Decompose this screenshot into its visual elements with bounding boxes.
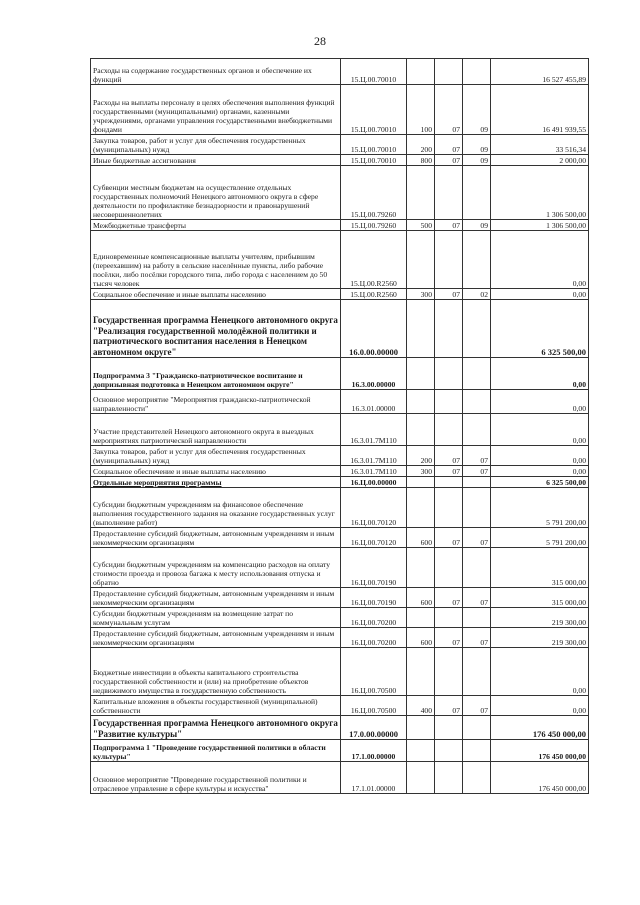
table-row bbox=[91, 488, 589, 528]
row-expense-type-cell: 200 bbox=[407, 446, 435, 466]
table-row bbox=[91, 289, 589, 300]
row-name-cell bbox=[91, 762, 341, 794]
row-expense-type-cell: 300 bbox=[407, 466, 435, 477]
row-section-cell: 07 bbox=[435, 289, 463, 300]
row-section-cell bbox=[435, 231, 463, 289]
row-name-cell bbox=[91, 166, 341, 220]
row-name-cell bbox=[91, 588, 341, 608]
row-expense-type-cell bbox=[407, 166, 435, 220]
row-name-text: Государственная программа Ненецкого автономного округа "Развитие культуры" bbox=[93, 718, 338, 739]
row-expense-type-cell bbox=[407, 358, 435, 390]
row-name-text: Расходы на выплаты персоналу в целях обеспечения выполнения функций государственными (муниципальными) органами, казенными учреждениями, органами управления государственными внебюджетными фондами bbox=[93, 98, 335, 134]
table-row bbox=[91, 220, 589, 231]
row-expense-type-cell: 400 bbox=[407, 696, 435, 716]
row-subsection-cell bbox=[463, 414, 491, 446]
row-amount-cell: 16 491 939,55 bbox=[491, 85, 589, 135]
row-section-cell: 07 bbox=[435, 696, 463, 716]
budget-table bbox=[90, 58, 589, 794]
table-row bbox=[91, 155, 589, 166]
row-code-cell: 16.Ц.00.70500 bbox=[341, 696, 407, 716]
row-name-text: Государственная программа Ненецкого автономного округа "Реализация государственной молодёжной политики и патриотического воспитания населения в Ненецком автономном округе" bbox=[93, 315, 338, 357]
row-expense-type-cell bbox=[407, 548, 435, 588]
row-name-text: Социальное обеспечение и иные выплаты населению bbox=[93, 467, 266, 476]
row-section-cell bbox=[435, 608, 463, 628]
row-expense-type-cell bbox=[407, 740, 435, 762]
row-amount-cell: 6 325 500,00 bbox=[491, 300, 589, 358]
row-expense-type-cell bbox=[407, 414, 435, 446]
row-section-cell: 07 bbox=[435, 628, 463, 648]
row-name-text: Участие представителей Ненецкого автономного округа в выездных мероприятиях патриотической направленности bbox=[93, 427, 314, 445]
table-row bbox=[91, 166, 589, 220]
table-row bbox=[91, 548, 589, 588]
row-name-text: Предоставление субсидий бюджетным, автономным учреждениям и иным некоммерческим организациям bbox=[93, 529, 335, 547]
row-code-cell: 15.Ц.00.79260 bbox=[341, 220, 407, 231]
row-name-text: Предоставление субсидий бюджетным, автономным учреждениям и иным некоммерческим организациям bbox=[93, 589, 335, 607]
row-name-cell bbox=[91, 446, 341, 466]
row-name-text: Закупка товаров, работ и услуг для обеспечения государственных (муниципальных) нужд bbox=[93, 136, 306, 154]
table-row bbox=[91, 390, 589, 414]
row-code-cell: 16.Ц.00.70190 bbox=[341, 588, 407, 608]
row-amount-cell: 5 791 200,00 bbox=[491, 528, 589, 548]
row-amount-cell: 219 300,00 bbox=[491, 628, 589, 648]
row-code-cell: 16.3.00.00000 bbox=[341, 358, 407, 390]
table-row bbox=[91, 85, 589, 135]
row-name-text: Подпрограмма 1 "Проведение государственной политики в области культуры" bbox=[93, 743, 326, 761]
row-name-cell bbox=[91, 716, 341, 740]
row-amount-cell: 176 450 000,00 bbox=[491, 716, 589, 740]
row-code-cell: 16.3.01.7М110 bbox=[341, 414, 407, 446]
row-code-cell: 16.Ц.00.70200 bbox=[341, 628, 407, 648]
row-subsection-cell: 02 bbox=[463, 289, 491, 300]
row-name-text: Расходы на содержание государственных органов и обеспечение их функций bbox=[93, 66, 312, 84]
row-subsection-cell: 07 bbox=[463, 528, 491, 548]
row-name-text: Субсидии бюджетным учреждениям на компенсацию расходов на оплату стоимости проезда и провоза багажа к месту использования отпуска и обратно bbox=[93, 560, 331, 587]
row-amount-cell: 176 450 000,00 bbox=[491, 740, 589, 762]
row-expense-type-cell bbox=[407, 488, 435, 528]
page-number: 28 bbox=[314, 34, 326, 48]
row-name-cell bbox=[91, 488, 341, 528]
row-amount-cell: 0,00 bbox=[491, 466, 589, 477]
row-subsection-cell bbox=[463, 548, 491, 588]
row-name-cell bbox=[91, 358, 341, 390]
row-expense-type-cell: 300 bbox=[407, 289, 435, 300]
row-code-cell: 15.Ц.00.79260 bbox=[341, 166, 407, 220]
row-code-cell: 16.Ц.00.70190 bbox=[341, 548, 407, 588]
row-name-text: Бюджетные инвестиции в объекты капитального строительства государственной собственности и (или) на приобретение объектов недвижимого имущества в государственную собственность bbox=[93, 668, 309, 695]
row-amount-cell: 176 450 000,00 bbox=[491, 762, 589, 794]
row-code-cell: 15.Ц.00.R2560 bbox=[341, 231, 407, 289]
row-amount-cell: 5 791 200,00 bbox=[491, 488, 589, 528]
row-expense-type-cell bbox=[407, 390, 435, 414]
row-expense-type-cell bbox=[407, 59, 435, 85]
row-expense-type-cell bbox=[407, 231, 435, 289]
table-row bbox=[91, 477, 589, 488]
row-amount-cell: 0,00 bbox=[491, 648, 589, 696]
row-expense-type-cell bbox=[407, 716, 435, 740]
table-row bbox=[91, 762, 589, 794]
table-row bbox=[91, 648, 589, 696]
table-row bbox=[91, 300, 589, 358]
row-subsection-cell bbox=[463, 488, 491, 528]
table-row bbox=[91, 59, 589, 85]
row-section-cell: 07 bbox=[435, 220, 463, 231]
row-expense-type-cell: 500 bbox=[407, 220, 435, 231]
row-amount-cell: 0,00 bbox=[491, 414, 589, 446]
row-subsection-cell: 09 bbox=[463, 85, 491, 135]
row-name-text: Субсидии бюджетным учреждениям на финансовое обеспечение выполнения государственного задания на оказание государственных услуг (выполнение работ) bbox=[93, 500, 335, 527]
row-name-cell bbox=[91, 155, 341, 166]
table-row bbox=[91, 446, 589, 466]
row-amount-cell: 0,00 bbox=[491, 358, 589, 390]
table-row bbox=[91, 135, 589, 155]
row-subsection-cell: 09 bbox=[463, 220, 491, 231]
row-amount-cell: 0,00 bbox=[491, 696, 589, 716]
row-subsection-cell: 07 bbox=[463, 466, 491, 477]
row-code-cell: 15.Ц.00.70010 bbox=[341, 155, 407, 166]
row-subsection-cell bbox=[463, 166, 491, 220]
row-code-cell: 17.1.01.00000 bbox=[341, 762, 407, 794]
row-name-text: Иные бюджетные ассигнования bbox=[93, 156, 196, 165]
row-name-text: Межбюджетные трансферты bbox=[93, 221, 186, 230]
row-name-cell bbox=[91, 466, 341, 477]
row-code-cell: 16.Ц.00.70120 bbox=[341, 488, 407, 528]
row-subsection-cell bbox=[463, 648, 491, 696]
row-code-cell: 16.3.01.7М110 bbox=[341, 446, 407, 466]
row-amount-cell: 1 306 500,00 bbox=[491, 220, 589, 231]
row-code-cell: 17.1.00.00000 bbox=[341, 740, 407, 762]
table-row bbox=[91, 628, 589, 648]
row-amount-cell: 0,00 bbox=[491, 289, 589, 300]
row-subsection-cell: 07 bbox=[463, 628, 491, 648]
row-section-cell: 07 bbox=[435, 155, 463, 166]
row-name-text: Подпрограмма 3 "Гражданско-патриотическое воспитание и допризывная подготовка в Ненецком автономном округе" bbox=[93, 371, 303, 389]
row-name-cell bbox=[91, 289, 341, 300]
row-expense-type-cell bbox=[407, 300, 435, 358]
row-name-cell bbox=[91, 696, 341, 716]
row-section-cell: 07 bbox=[435, 528, 463, 548]
row-section-cell bbox=[435, 59, 463, 85]
row-name-text: Социальное обеспечение и иные выплаты населению bbox=[93, 290, 266, 299]
row-section-cell bbox=[435, 390, 463, 414]
row-name-cell bbox=[91, 59, 341, 85]
row-amount-cell: 315 000,00 bbox=[491, 588, 589, 608]
row-subsection-cell bbox=[463, 300, 491, 358]
row-code-cell: 16.Ц.00.70120 bbox=[341, 528, 407, 548]
table-row bbox=[91, 608, 589, 628]
row-code-cell: 16.Ц.00.70500 bbox=[341, 648, 407, 696]
row-subsection-cell: 07 bbox=[463, 696, 491, 716]
table-row bbox=[91, 358, 589, 390]
row-name-cell bbox=[91, 628, 341, 648]
row-amount-cell: 315 000,00 bbox=[491, 548, 589, 588]
row-expense-type-cell bbox=[407, 648, 435, 696]
row-subsection-cell bbox=[463, 477, 491, 488]
row-section-cell: 07 bbox=[435, 135, 463, 155]
row-name-text: Субвенции местным бюджетам на осуществление отдельных государственных полномочий Ненецкого автономного округа в сфере деятельности по профилактике безнадзорности и правонарушений несовершеннолетних bbox=[93, 183, 319, 219]
row-section-cell bbox=[435, 716, 463, 740]
row-name-cell bbox=[91, 231, 341, 289]
row-section-cell bbox=[435, 358, 463, 390]
row-code-cell: 15.Ц.00.R2560 bbox=[341, 289, 407, 300]
row-section-cell bbox=[435, 648, 463, 696]
row-amount-cell: 1 306 500,00 bbox=[491, 166, 589, 220]
row-subsection-cell bbox=[463, 231, 491, 289]
row-name-cell bbox=[91, 477, 341, 488]
row-amount-cell: 0,00 bbox=[491, 390, 589, 414]
row-name-text: Закупка товаров, работ и услуг для обеспечения государственных (муниципальных) нужд bbox=[93, 447, 306, 465]
row-section-cell: 07 bbox=[435, 466, 463, 477]
row-code-cell: 17.0.00.00000 bbox=[341, 716, 407, 740]
row-name-text: Основное мероприятие "Проведение государственной политики и отраслевое управление в сфере культуры и искусства" bbox=[93, 775, 307, 793]
row-name-cell bbox=[91, 648, 341, 696]
row-amount-cell: 0,00 bbox=[491, 231, 589, 289]
row-section-cell bbox=[435, 300, 463, 358]
row-name-text: Основное мероприятие "Мероприятия гражданско-патриотической направленности" bbox=[93, 395, 311, 413]
row-code-cell: 16.3.01.7М110 bbox=[341, 466, 407, 477]
row-code-cell: 15.Ц.00.70010 bbox=[341, 85, 407, 135]
row-name-cell bbox=[91, 220, 341, 231]
row-name-cell bbox=[91, 85, 341, 135]
row-expense-type-cell: 600 bbox=[407, 628, 435, 648]
row-code-cell: 15.Ц.00.70010 bbox=[341, 135, 407, 155]
row-name-cell bbox=[91, 528, 341, 548]
row-section-cell bbox=[435, 488, 463, 528]
table-row bbox=[91, 740, 589, 762]
row-code-cell: 16.3.01.00000 bbox=[341, 390, 407, 414]
row-amount-cell: 16 527 455,89 bbox=[491, 59, 589, 85]
row-name-cell bbox=[91, 300, 341, 358]
table-row bbox=[91, 231, 589, 289]
row-subsection-cell: 07 bbox=[463, 446, 491, 466]
row-subsection-cell bbox=[463, 762, 491, 794]
row-code-cell: 16.0.00.00000 bbox=[341, 300, 407, 358]
row-expense-type-cell: 600 bbox=[407, 528, 435, 548]
row-subsection-cell bbox=[463, 608, 491, 628]
row-name-cell bbox=[91, 548, 341, 588]
row-amount-cell: 6 325 500,00 bbox=[491, 477, 589, 488]
row-section-cell bbox=[435, 414, 463, 446]
row-expense-type-cell: 800 bbox=[407, 155, 435, 166]
row-subsection-cell bbox=[463, 358, 491, 390]
table-row bbox=[91, 528, 589, 548]
row-section-cell bbox=[435, 548, 463, 588]
row-subsection-cell bbox=[463, 390, 491, 414]
row-amount-cell: 33 516,34 bbox=[491, 135, 589, 155]
row-expense-type-cell: 200 bbox=[407, 135, 435, 155]
budget-table-body bbox=[91, 59, 589, 794]
row-name-cell bbox=[91, 740, 341, 762]
row-name-text: Единовременные компенсационные выплаты учителям, прибывшим (переехавшим) на работу в сельские населённые пункты, либо рабочие посёлки, либо посёлки городского типа, либо города с населением до 50 тысяч человек bbox=[93, 252, 328, 288]
table-row bbox=[91, 696, 589, 716]
row-name-text: Субсидии бюджетным учреждениям на возмещение затрат по коммунальным услугам bbox=[93, 609, 294, 627]
table-row bbox=[91, 588, 589, 608]
row-expense-type-cell: 100 bbox=[407, 85, 435, 135]
row-subsection-cell bbox=[463, 716, 491, 740]
row-name-cell bbox=[91, 135, 341, 155]
row-name-text: Капитальные вложения в объекты государственной (муниципальной) собственности bbox=[93, 697, 318, 715]
row-name-text: Отдельные мероприятия программы bbox=[93, 478, 222, 487]
row-subsection-cell: 09 bbox=[463, 135, 491, 155]
table-row bbox=[91, 414, 589, 446]
row-code-cell: 15.Ц.00.70010 bbox=[341, 59, 407, 85]
row-section-cell: 07 bbox=[435, 85, 463, 135]
row-expense-type-cell: 600 bbox=[407, 588, 435, 608]
table-row bbox=[91, 466, 589, 477]
row-section-cell bbox=[435, 740, 463, 762]
row-section-cell: 07 bbox=[435, 588, 463, 608]
row-subsection-cell: 07 bbox=[463, 588, 491, 608]
row-name-text: Предоставление субсидий бюджетным, автономным учреждениям и иным некоммерческим организациям bbox=[93, 629, 335, 647]
table-row bbox=[91, 716, 589, 740]
row-name-cell bbox=[91, 390, 341, 414]
row-code-cell: 16.Ц.00.70200 bbox=[341, 608, 407, 628]
row-expense-type-cell bbox=[407, 477, 435, 488]
row-amount-cell: 0,00 bbox=[491, 446, 589, 466]
row-amount-cell: 219 300,00 bbox=[491, 608, 589, 628]
row-subsection-cell bbox=[463, 740, 491, 762]
row-name-cell bbox=[91, 608, 341, 628]
row-subsection-cell bbox=[463, 59, 491, 85]
row-expense-type-cell bbox=[407, 762, 435, 794]
row-section-cell bbox=[435, 762, 463, 794]
row-expense-type-cell bbox=[407, 608, 435, 628]
row-name-cell bbox=[91, 414, 341, 446]
row-section-cell bbox=[435, 477, 463, 488]
row-section-cell bbox=[435, 166, 463, 220]
row-amount-cell: 2 000,00 bbox=[491, 155, 589, 166]
row-section-cell: 07 bbox=[435, 446, 463, 466]
row-subsection-cell: 09 bbox=[463, 155, 491, 166]
row-code-cell: 16.Ц.00.00000 bbox=[341, 477, 407, 488]
